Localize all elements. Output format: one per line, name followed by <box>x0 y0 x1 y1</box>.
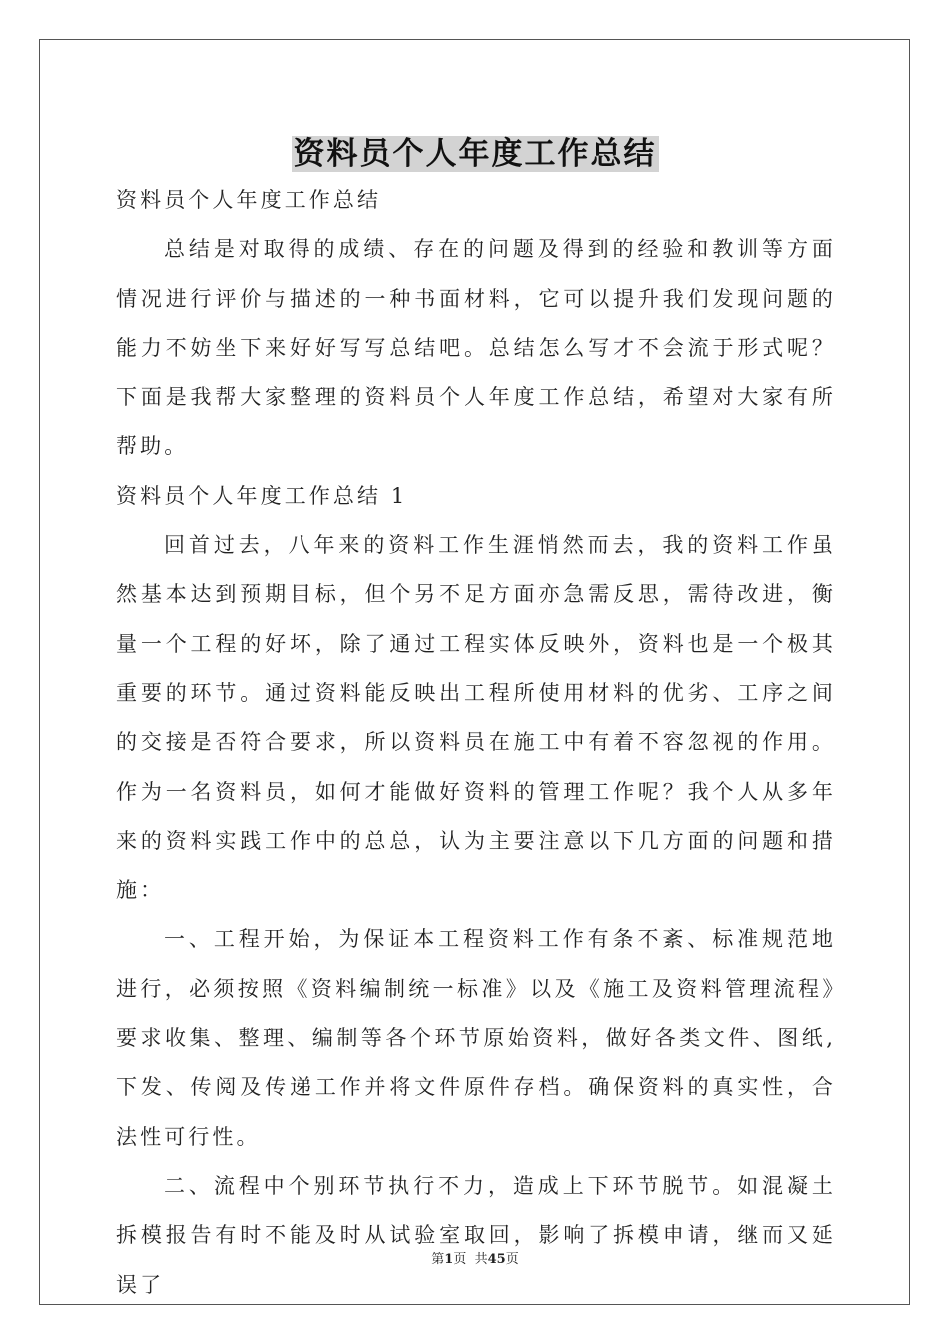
document-title: 资料员个人年度工作总结 <box>293 136 657 172</box>
document-title-wrap <box>0 128 950 173</box>
paragraph-subtitle: 资料员个人年度工作总结 <box>116 188 382 212</box>
paragraph-body: 回首过去，八年来的资料工作生涯悄然而去，我的资料工作虽然基本达到预期目标，但个另不足方面亦急需反思，需待改进，衡量一个工程的好坏，除了通过工程实体反映外，资料也是一个极其重要的环节。通过资料能反映出工程所使用材料的优劣、工序之间的交接是否符合要求，所以资料员在施工中有着不容忽视的作用。作为一名资料员，如何才能做好资料的管理工作呢？我个人从多年来的资料实践工作中的总总，认为主要注意以下几方面的问题和措施： <box>116 533 836 903</box>
paragraph-point-two: 二、流程中个别环节执行不力，造成上下环节脱节。如混凝土拆模报告有时不能及时从试验室取回，影响了拆模申请，继而又延误了 <box>116 1173 836 1297</box>
paragraph-intro: 总结是对取得的成绩、存在的问题及得到的经验和教训等方面情况进行评价与描述的一种书面材料，它可以提升我们发现问题的能力不妨坐下来好好写写总结吧。总结怎么写才不会流于形式呢？下面是我帮大家整理的资料员个人年度工作总结，希望对大家有所帮助。 <box>116 237 836 459</box>
document-body <box>116 176 836 1310</box>
footer-page-suffix: 页 <box>505 1252 519 1267</box>
paragraph-section-heading: 资料员个人年度工作总结 1 <box>116 483 408 508</box>
page-footer <box>0 1248 950 1267</box>
footer-page-total: 45 <box>487 1252 506 1267</box>
footer-page-prefix: 第 <box>431 1252 445 1267</box>
footer-page-mid: 页 共 <box>453 1252 488 1267</box>
paragraph-point-one: 一、工程开始，为保证本工程资料工作有条不紊、标准规范地进行，必须按照《资料编制统一标准》以及《施工及资料管理流程》要求收集、整理、编制等各个环节原始资料，做好各类文件、图纸,下发、传阅及传递工作并将文件原件存档。确保资料的真实性，合法性可行性。 <box>116 927 836 1149</box>
footer-page-current: 1 <box>444 1252 454 1267</box>
